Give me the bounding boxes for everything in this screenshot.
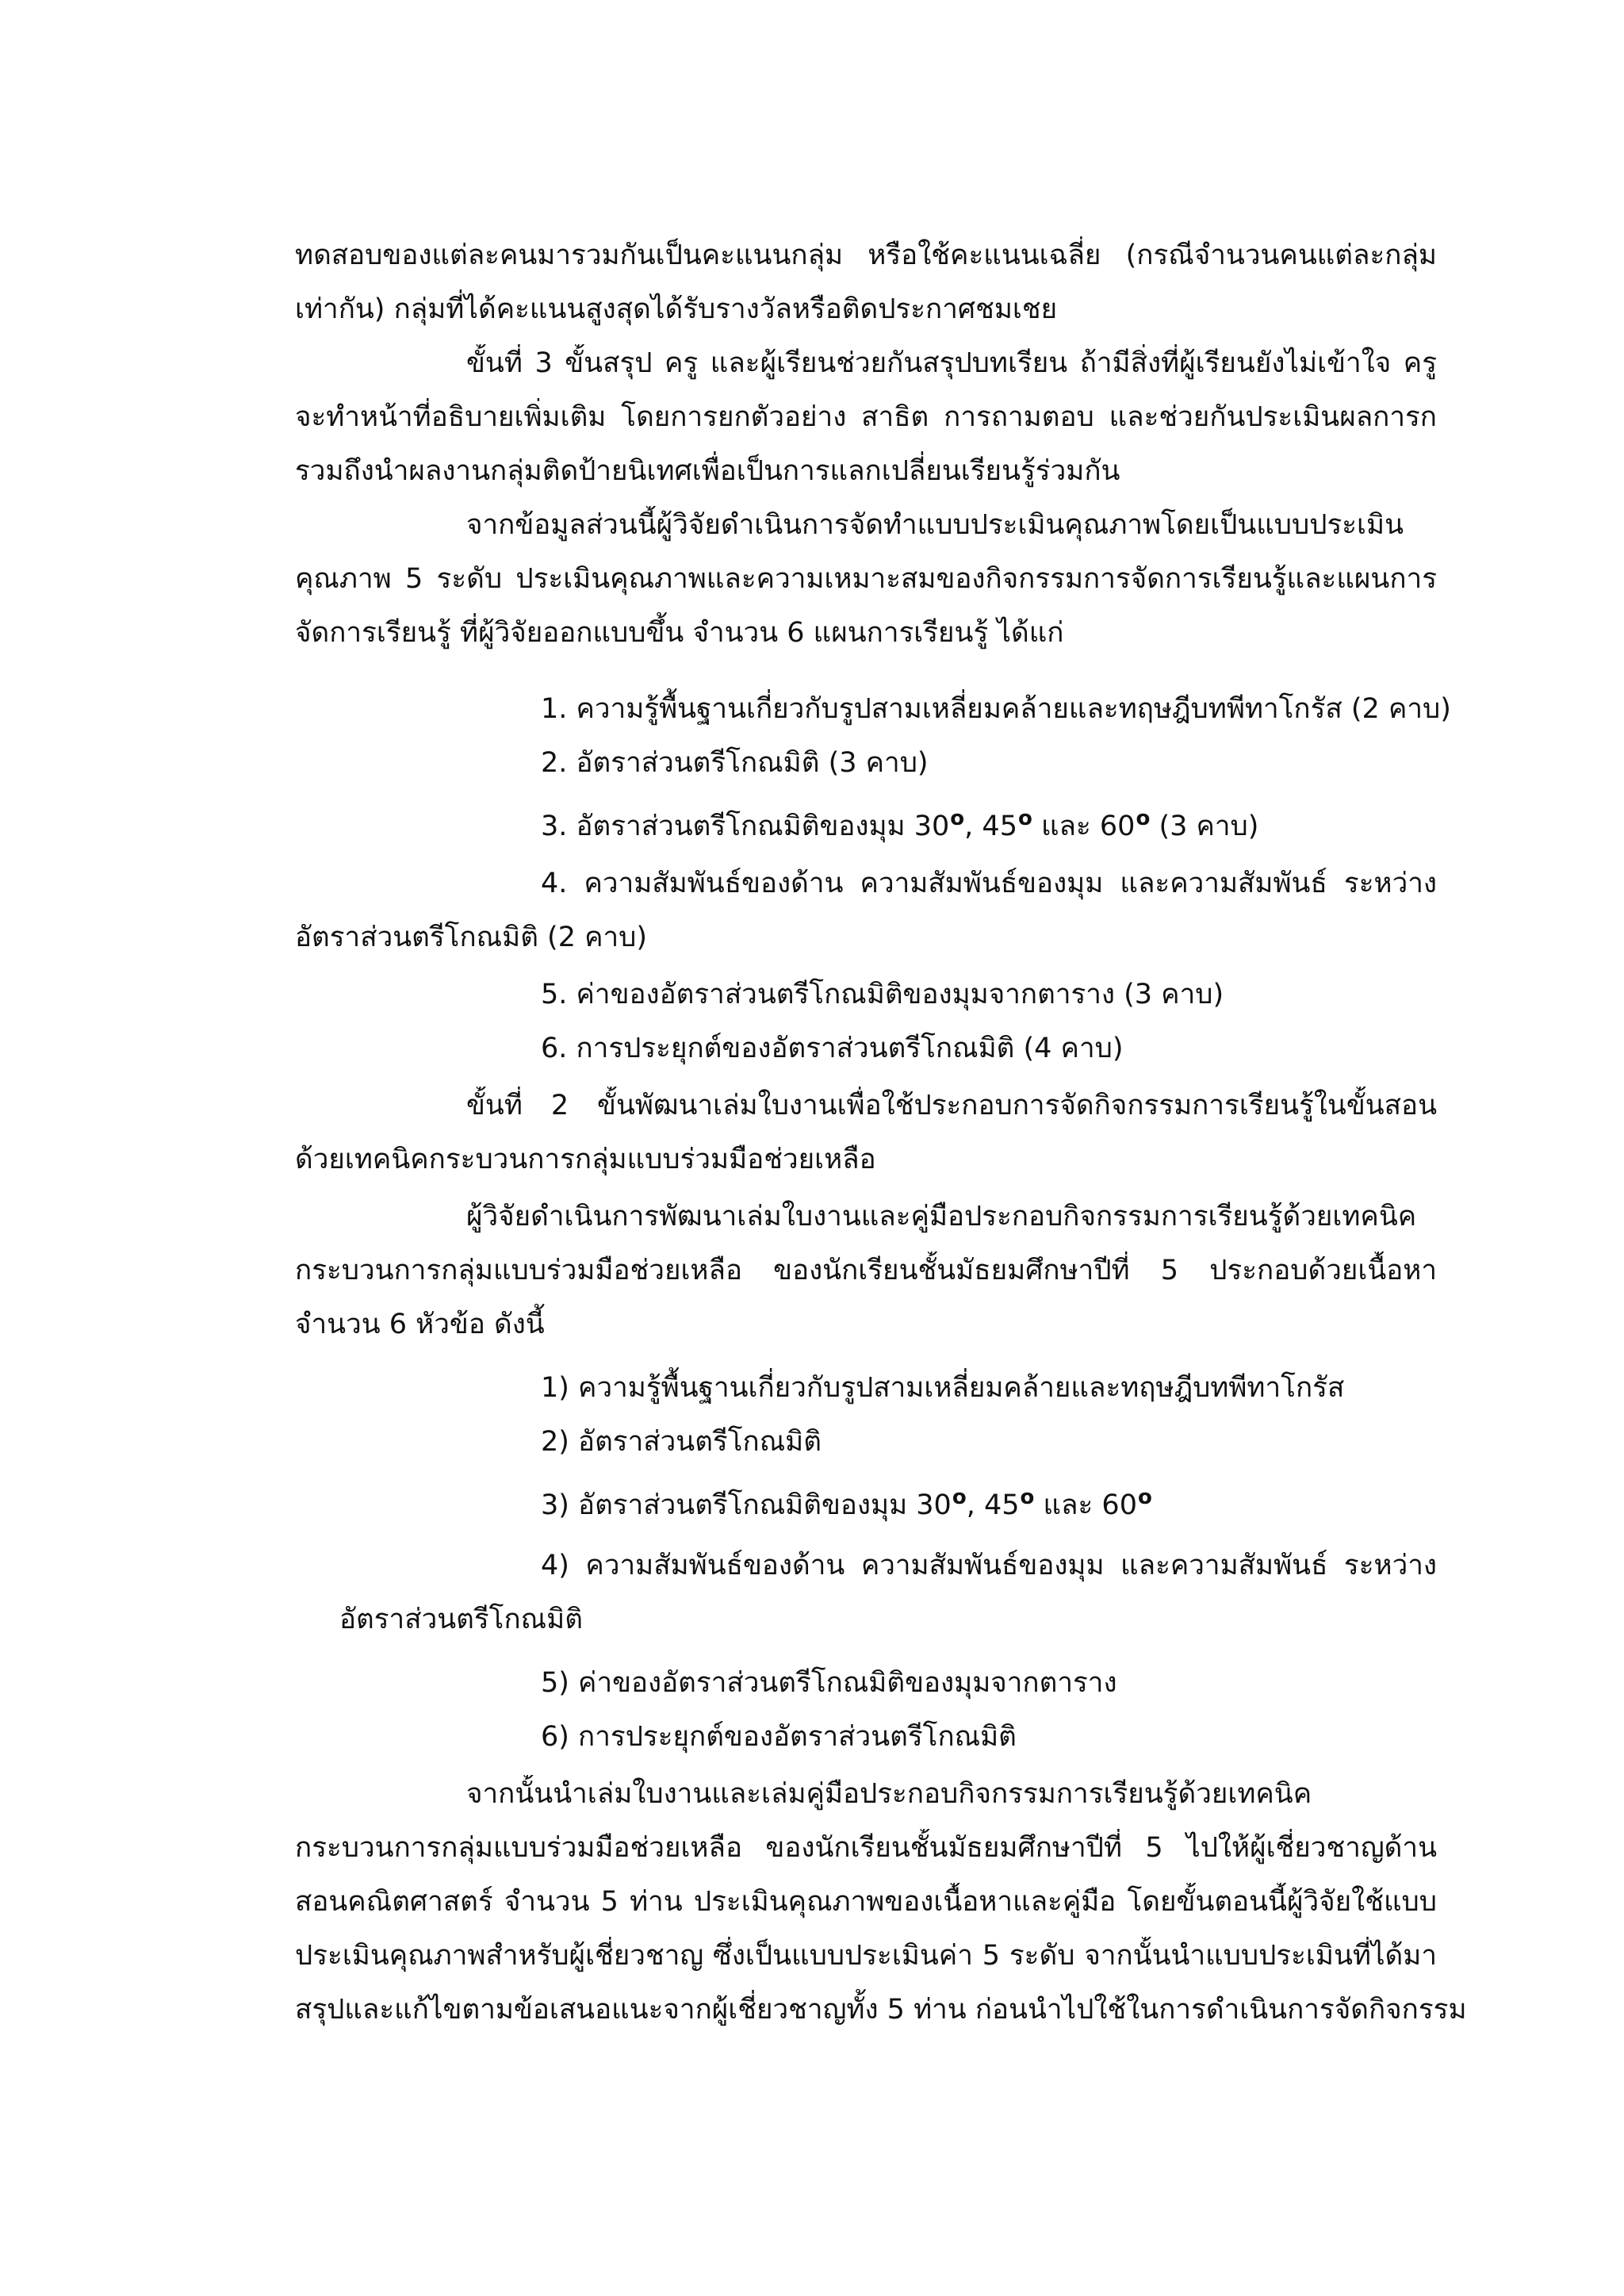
list-item-text: 3. อัตราส่วนตรีโกณมิติของมุม 30: [541, 811, 950, 842]
paragraph-line: สอนคณิตศาสตร์ จำนวน 5 ท่าน ประเมินคุณภาพของเนื้อหาและคู่มือ โดยขั้นตอนนี้ผู้วิจัยใช้แบบ: [295, 1886, 1437, 1918]
list-item-continuation: อัตราส่วนตรีโกณมิติ (2 คาบ): [295, 922, 648, 953]
list-item-text: และ 60: [1034, 1489, 1137, 1521]
list-item: 1) ความรู้พื้นฐานเกี่ยวกับรูปสามเหลี่ยมคล้ายและทฤษฎีบทพีทาโกรัส: [541, 1372, 1345, 1404]
section-heading-continuation: ด้วยเทคนิคกระบวนการกลุ่มแบบร่วมมือช่วยเหลือ: [295, 1144, 876, 1175]
paragraph-line: รวมถึงนำผลงานกลุ่มติดป้ายนิเทศเพื่อเป็นการแลกเปลี่ยนเรียนรู้ร่วมกัน: [295, 455, 1120, 487]
list-item: 5. ค่าของอัตราส่วนตรีโกณมิติของมุมจากตาราง (3 คาบ): [541, 979, 1224, 1010]
paragraph-line: จัดการเรียนรู้ ที่ผู้วิจัยออกแบบขึ้น จำนวน 6 แผนการเรียนรู้ ได้แก่: [295, 617, 1064, 649]
paragraph-line: จากข้อมูลส่วนนี้ผู้วิจัยดำเนินการจัดทำแบบประเมินคุณภาพโดยเป็นแบบประเมิน: [466, 509, 1404, 541]
list-item-text: , 45: [964, 811, 1017, 842]
paragraph-line: คุณภาพ 5 ระดับ ประเมินคุณภาพและความเหมาะสมของกิจกรรมการจัดการเรียนรู้และแผนการ: [295, 563, 1437, 595]
degree-symbol: o: [1137, 1485, 1152, 1509]
paragraph-line: กระบวนการกลุ่มแบบร่วมมือช่วยเหลือ ของนักเรียนชั้นมัธยมศึกษาปีที่ 5 ประกอบด้วยเนื้อหา: [295, 1255, 1437, 1286]
paragraph-line: ประเมินคุณภาพสำหรับผู้เชี่ยวชาญ ซึ่งเป็นแบบประเมินค่า 5 ระดับ จากนั้นนำแบบประเมินที่ได้มา: [295, 1940, 1437, 1972]
degree-symbol: o: [952, 1485, 967, 1509]
degree-symbol: o: [950, 807, 965, 830]
list-item-text: และ 60: [1032, 811, 1136, 842]
list-item: 1. ความรู้พื้นฐานเกี่ยวกับรูปสามเหลี่ยมคล้ายและทฤษฎีบทพีทาโกรัส (2 คาบ): [541, 693, 1451, 725]
section-heading: ขั้นที่ 2 ขั้นพัฒนาเล่มใบงานเพื่อใช้ประกอบการจัดกิจกรรมการเรียนรู้ในขั้นสอน: [466, 1090, 1437, 1121]
list-item: 4. ความสัมพันธ์ของด้าน ความสัมพันธ์ของมุม และความสัมพันธ์ ระหว่าง: [541, 868, 1437, 899]
paragraph-line: เท่ากัน) กลุ่มที่ได้คะแนนสูงสุดได้รับรางวัลหรือติดประกาศชมเชย: [295, 293, 1058, 325]
paragraph-line: กระบวนการกลุ่มแบบร่วมมือช่วยเหลือ ของนักเรียนชั้นมัธยมศึกษาปีที่ 5 ไปให้ผู้เชี่ยวชาญด้าน: [295, 1832, 1437, 1864]
list-item-text: 3) อัตราส่วนตรีโกณมิติของมุม 30: [541, 1489, 952, 1521]
degree-symbol: o: [1017, 807, 1032, 830]
paragraph-line: จำนวน 6 หัวข้อ ดังนี้: [295, 1309, 545, 1340]
list-item: 5) ค่าของอัตราส่วนตรีโกณมิติของมุมจากตาราง: [541, 1667, 1117, 1699]
list-item: 2. อัตราส่วนตรีโกณมิติ (3 คาบ): [541, 747, 929, 779]
list-item: [541, 1486, 1437, 1527]
paragraph-line: ขั้นที่ 3 ขั้นสรุป ครู และผู้เรียนช่วยกันสรุปบทเรียน ถ้ามีสิ่งที่ผู้เรียนยังไม่เข้าใจ ครู: [466, 347, 1437, 379]
list-item-continuation: อัตราส่วนตรีโกณมิติ: [339, 1604, 583, 1635]
list-item: 6) การประยุกต์ของอัตราส่วนตรีโกณมิติ: [541, 1721, 1017, 1753]
paragraph-line: ทดสอบของแต่ละคนมารวมกันเป็นคะแนนกลุ่ม หรือใช้คะแนนเฉลี่ย (กรณีจำนวนคนแต่ละกลุ่ม: [295, 240, 1437, 271]
list-item: 2) อัตราส่วนตรีโกณมิติ: [541, 1426, 822, 1458]
list-item-text: (3 คาบ): [1150, 811, 1259, 842]
degree-symbol: o: [1020, 1485, 1035, 1509]
paragraph-line: สรุปและแก้ไขตามข้อเสนอแนะจากผู้เชี่ยวชาญทั้ง 5 ท่าน ก่อนนำไปใช้ในการดำเนินการจัดกิจกรรม: [295, 1994, 1467, 2026]
paragraph-line: จะทำหน้าที่อธิบายเพิ่มเติม โดยการยกตัวอย่าง สาธิต การถามตอบ และช่วยกันประเมินผลการก: [295, 401, 1437, 433]
degree-symbol: o: [1136, 807, 1151, 830]
list-item: 6. การประยุกต์ของอัตราส่วนตรีโกณมิติ (4 คาบ): [541, 1033, 1124, 1064]
paragraph-line: จากนั้นนำเล่มใบงานและเล่มคู่มือประกอบกิจกรรมการเรียนรู้ด้วยเทคนิค: [466, 1778, 1312, 1810]
list-item-text: , 45: [966, 1489, 1020, 1521]
list-item: [541, 807, 1437, 848]
list-item: 4) ความสัมพันธ์ของด้าน ความสัมพันธ์ของมุม และความสัมพันธ์ ระหว่าง: [541, 1550, 1437, 1581]
paragraph-line: ผู้วิจัยดำเนินการพัฒนาเล่มใบงานและคู่มือประกอบกิจกรรมการเรียนรู้ด้วยเทคนิค: [466, 1201, 1417, 1232]
